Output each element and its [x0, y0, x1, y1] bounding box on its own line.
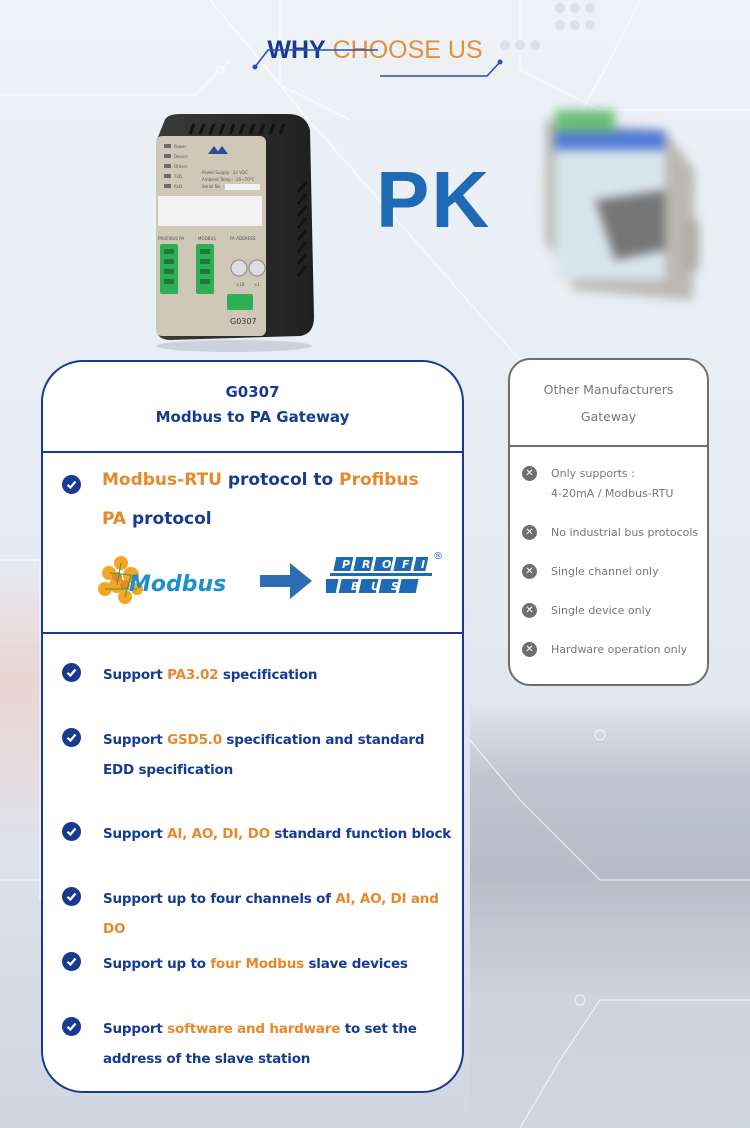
- protocol-conversion-section: [43, 453, 462, 634]
- svg-text:Power: Power: [174, 144, 187, 149]
- check-circle-icon: [62, 475, 81, 494]
- svg-text:MODBUS: MODBUS: [198, 236, 216, 241]
- competitor-card: [508, 358, 709, 686]
- svg-text:RxD: RxD: [174, 184, 183, 189]
- product-model: G0307: [225, 383, 280, 401]
- arrow-right-icon: [260, 563, 312, 599]
- svg-text:Modbus: Modbus: [129, 572, 227, 597]
- headline-target-protocol: Profibus PA: [102, 470, 419, 529]
- feature-item: [62, 949, 452, 979]
- feature-text: Support up to four channels of: [103, 891, 336, 907]
- limitation-item: [522, 523, 707, 543]
- svg-text:S: S: [391, 580, 399, 593]
- check-circle-icon: [62, 663, 81, 682]
- svg-text:F: F: [402, 558, 410, 571]
- feature-text: to set the address of the slave station: [103, 1021, 417, 1067]
- feature-highlight: AI, AO, DI, DO: [167, 826, 270, 842]
- check-circle-icon: [62, 822, 81, 841]
- limitation-text: Hardware operation only: [551, 643, 688, 656]
- svg-text:®: ®: [433, 551, 443, 562]
- svg-text:U: U: [371, 580, 380, 593]
- protocol-headline: [102, 461, 432, 539]
- feature-text: specification and standard EDD specification: [103, 732, 425, 778]
- headline-suffix: protocol: [126, 509, 212, 529]
- feature-text: Support: [103, 826, 168, 842]
- competitor-title-line1: Other Manufacturers: [543, 382, 674, 397]
- product-title: Modbus to PA Gateway: [155, 408, 350, 426]
- feature-highlight: four Modbus: [210, 956, 304, 972]
- headline-source-protocol: Modbus-RTU: [102, 470, 222, 490]
- svg-text:I: I: [421, 558, 426, 571]
- headline-connector: protocol to: [221, 470, 340, 490]
- svg-text:O: O: [382, 558, 392, 571]
- feature-text: Support: [103, 1021, 168, 1037]
- svg-text:P: P: [342, 558, 351, 571]
- feature-text: standard function block: [269, 826, 452, 842]
- feature-text: Support up to: [103, 956, 211, 972]
- background-factory-silhouette: [470, 700, 750, 1128]
- feature-highlight: PA3.02: [167, 667, 219, 683]
- check-circle-icon: [62, 728, 81, 747]
- competitor-device-image: [535, 110, 700, 300]
- modbus-logo: [95, 555, 245, 607]
- feature-text: slave devices: [303, 956, 408, 972]
- limitation-item: [522, 464, 707, 504]
- feature-item: [62, 819, 452, 849]
- x-circle-icon: ✕: [522, 525, 537, 540]
- svg-text:G0307: G0307: [230, 317, 257, 326]
- feature-highlight: AI, AO, DI and DO: [103, 891, 439, 937]
- profibus-logo: [326, 549, 444, 603]
- competitor-card-header: [510, 360, 707, 447]
- svg-text:Power Supply : 24 VDC: Power Supply : 24 VDC: [202, 170, 248, 175]
- svg-text:×10: ×10: [236, 282, 245, 287]
- limitation-item: [522, 601, 707, 621]
- svg-text:TxD: TxD: [174, 174, 182, 179]
- title-decoration-lines: [250, 40, 510, 85]
- comparison-label: PK: [376, 155, 492, 244]
- product-card-header: [43, 362, 462, 453]
- title-strong: WHY: [267, 36, 326, 64]
- svg-text:Device: Device: [174, 154, 188, 159]
- x-circle-icon: ✕: [522, 642, 537, 657]
- check-circle-icon: [62, 952, 81, 971]
- feature-highlight: GSD5.0: [167, 732, 222, 748]
- feature-item: [62, 725, 452, 785]
- limitation-text: Single device only: [551, 604, 652, 617]
- svg-text:Ambient Temp : -20~70°C: Ambient Temp : -20~70°C: [202, 177, 255, 182]
- limitation-text: Single channel only: [551, 565, 659, 578]
- title-light: CHOOSE US: [332, 36, 483, 64]
- check-circle-icon: [62, 887, 81, 906]
- feature-item: [62, 660, 452, 690]
- feature-highlight: software and hardware: [167, 1021, 341, 1037]
- x-circle-icon: ✕: [522, 603, 537, 618]
- limitation-item: [522, 562, 707, 582]
- feature-item: [62, 1014, 452, 1074]
- x-circle-icon: ✕: [522, 466, 537, 481]
- svg-text:PROFIBUS PA: PROFIBUS PA: [158, 236, 185, 241]
- limitation-item: [522, 640, 707, 660]
- svg-text:PA ADDRESS: PA ADDRESS: [230, 236, 256, 241]
- feature-text: specification: [218, 667, 318, 683]
- limitation-text: No industrial bus protocols: [551, 526, 699, 539]
- gateway-device-image: [150, 112, 318, 352]
- svg-text:Serial No. :: Serial No. :: [202, 184, 224, 189]
- check-circle-icon: [62, 1017, 81, 1036]
- limitation-text: 4-20mA / Modbus-RTU: [551, 487, 674, 500]
- svg-text:B: B: [351, 580, 360, 593]
- limitation-text: Only supports :: [551, 467, 635, 480]
- feature-item: [62, 884, 452, 944]
- svg-text:×1: ×1: [254, 282, 260, 287]
- product-card: [41, 360, 464, 1093]
- feature-text: Support: [103, 732, 168, 748]
- competitor-title-line2: Gateway: [580, 409, 637, 424]
- svg-text:Others: Others: [174, 164, 188, 169]
- x-circle-icon: ✕: [522, 564, 537, 579]
- svg-text:R: R: [362, 558, 371, 571]
- feature-text: Support: [103, 667, 168, 683]
